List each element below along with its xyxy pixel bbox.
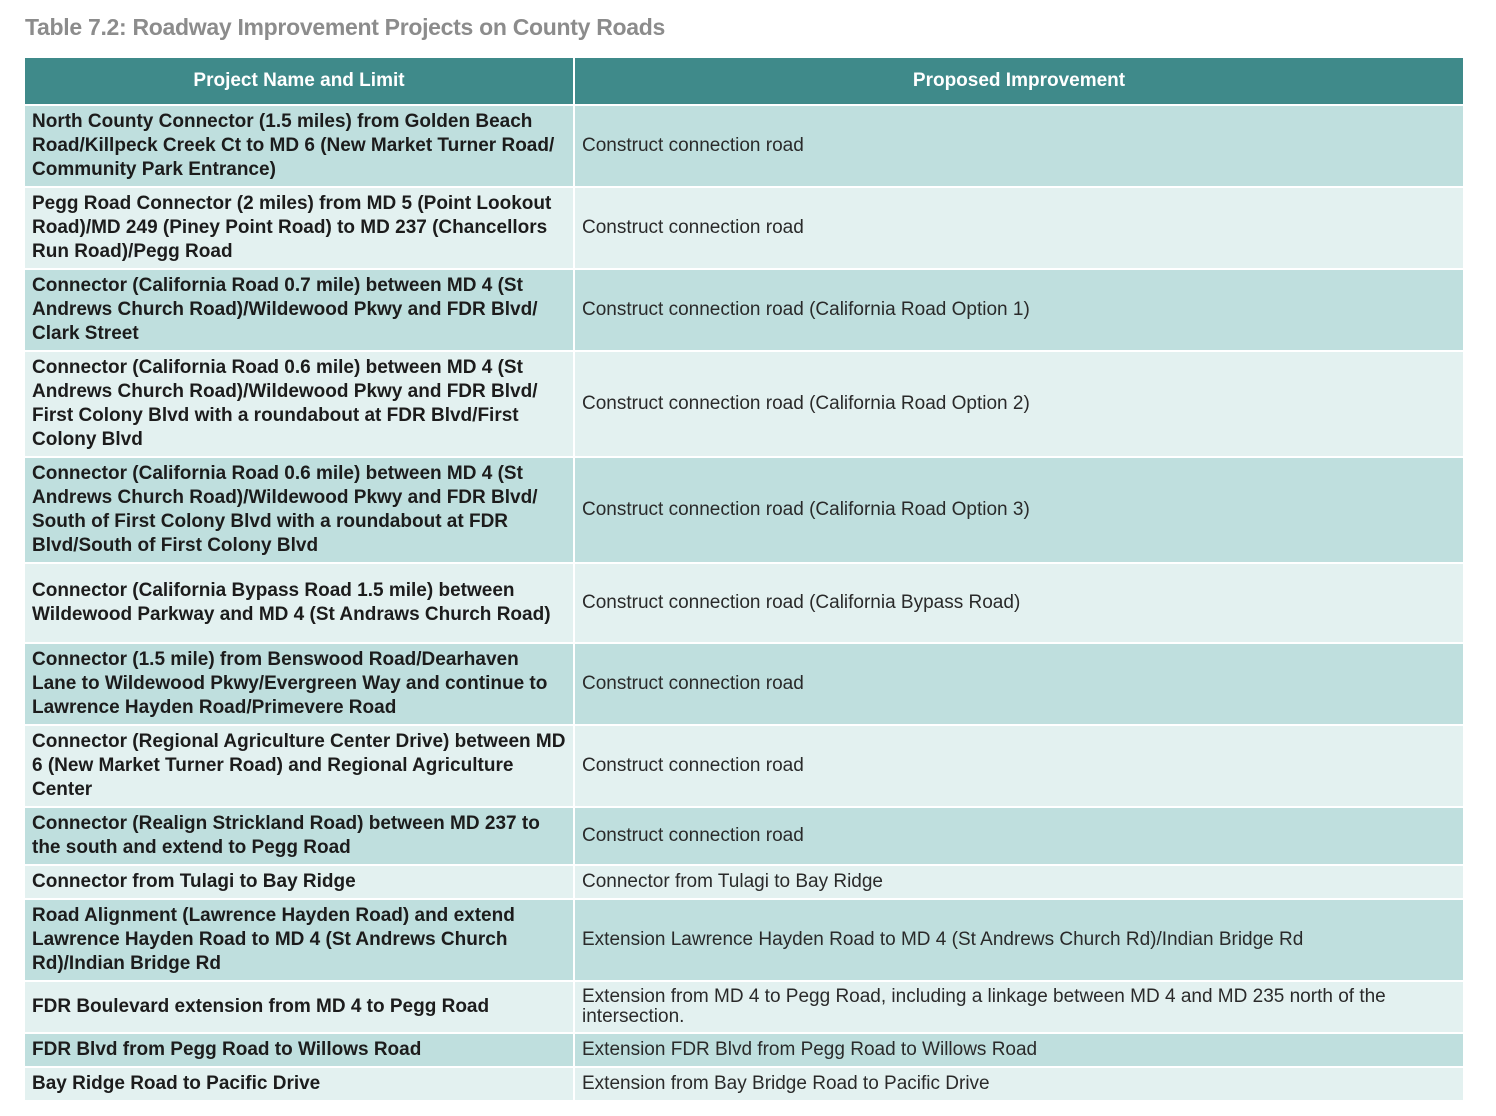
table-row xyxy=(25,270,1463,352)
improvement-cell: Construct connection road xyxy=(573,644,1463,726)
improvement-cell: Connector from Tulagi to Bay Ridge xyxy=(573,866,1463,900)
improvement-cell: Extension FDR Blvd from Pegg Road to Willows Road xyxy=(573,1034,1463,1068)
project-name-cell: Road Alignment (Lawrence Hayden Road) and extend Lawrence Hayden Road to MD 4 (St Andrews Church Rd)/Indian Bridge Rd xyxy=(25,900,573,982)
table-row xyxy=(25,866,1463,900)
table-row xyxy=(25,644,1463,726)
table-row xyxy=(25,1034,1463,1068)
project-name-cell: North County Connector (1.5 miles) from Golden Beach Road/Killpeck Creek Ct to MD 6 (New Market Turner Road/ Community Park Entrance) xyxy=(25,106,573,188)
improvement-cell: Extension Lawrence Hayden Road to MD 4 (St Andrews Church Rd)/Indian Bridge Rd xyxy=(573,900,1463,982)
project-name-cell: Connector (California Bypass Road 1.5 mile) between Wildewood Parkway and MD 4 (St Andraws Church Road) xyxy=(25,564,573,644)
improvement-cell: Construct connection road (California Road Option 1) xyxy=(573,270,1463,352)
table-row xyxy=(25,900,1463,982)
roadway-projects-table xyxy=(25,58,1463,1102)
table-caption: Table 7.2: Roadway Improvement Projects on County Roads xyxy=(25,14,665,40)
table-header-row xyxy=(25,58,1463,106)
project-name-cell: Bay Ridge Road to Pacific Drive xyxy=(25,1068,573,1102)
table-row xyxy=(25,352,1463,458)
header-project-name: Project Name and Limit xyxy=(25,58,573,106)
table-row xyxy=(25,982,1463,1034)
project-name-cell: Connector (California Road 0.7 mile) between MD 4 (St Andrews Church Road)/Wildewood Pkwy and FDR Blvd/ Clark Street xyxy=(25,270,573,352)
project-name-cell: Connector (California Road 0.6 mile) between MD 4 (St Andrews Church Road)/Wildewood Pkwy and FDR Blvd/ First Colony Blvd with a roundabout at FDR Blvd/First Colony Blvd xyxy=(25,352,573,458)
improvement-cell: Construct connection road xyxy=(573,808,1463,866)
improvement-cell: Construct connection road (California Road Option 2) xyxy=(573,352,1463,458)
table-row xyxy=(25,106,1463,188)
table-row xyxy=(25,808,1463,866)
project-name-cell: Connector (1.5 mile) from Benswood Road/Dearhaven Lane to Wildewood Pkwy/Evergreen Way and continue to Lawrence Hayden Road/Primevere Road xyxy=(25,644,573,726)
improvement-cell: Construct connection road (California Road Option 3) xyxy=(573,458,1463,564)
header-proposed-improvement: Proposed Improvement xyxy=(573,58,1463,106)
table-row xyxy=(25,726,1463,808)
improvement-cell: Construct connection road (California Bypass Road) xyxy=(573,564,1463,644)
project-name-cell: FDR Blvd from Pegg Road to Willows Road xyxy=(25,1034,573,1068)
improvement-cell: Construct connection road xyxy=(573,106,1463,188)
project-name-cell: Pegg Road Connector (2 miles) from MD 5 (Point Lookout Road)/MD 249 (Piney Point Road) to MD 237 (Chancellors Run Road)/Pegg Road xyxy=(25,188,573,270)
project-name-cell: Connector (Realign Strickland Road) between MD 237 to the south and extend to Pegg Road xyxy=(25,808,573,866)
project-name-cell: FDR Boulevard extension from MD 4 to Pegg Road xyxy=(25,982,573,1034)
improvement-cell: Extension from Bay Bridge Road to Pacific Drive xyxy=(573,1068,1463,1102)
project-name-cell: Connector from Tulagi to Bay Ridge xyxy=(25,866,573,900)
table-row xyxy=(25,564,1463,644)
table-row xyxy=(25,188,1463,270)
table-row xyxy=(25,458,1463,564)
improvement-cell: Construct connection road xyxy=(573,726,1463,808)
project-name-cell: Connector (Regional Agriculture Center Drive) between MD 6 (New Market Turner Road) and Regional Agriculture Center xyxy=(25,726,573,808)
improvement-cell: Extension from MD 4 to Pegg Road, including a linkage between MD 4 and MD 235 north of the intersection. xyxy=(573,982,1463,1034)
improvement-cell: Construct connection road xyxy=(573,188,1463,270)
table-row xyxy=(25,1068,1463,1102)
project-name-cell: Connector (California Road 0.6 mile) between MD 4 (St Andrews Church Road)/Wildewood Pkwy and FDR Blvd/ South of First Colony Blvd with a roundabout at FDR Blvd/South of First Colony Blvd xyxy=(25,458,573,564)
